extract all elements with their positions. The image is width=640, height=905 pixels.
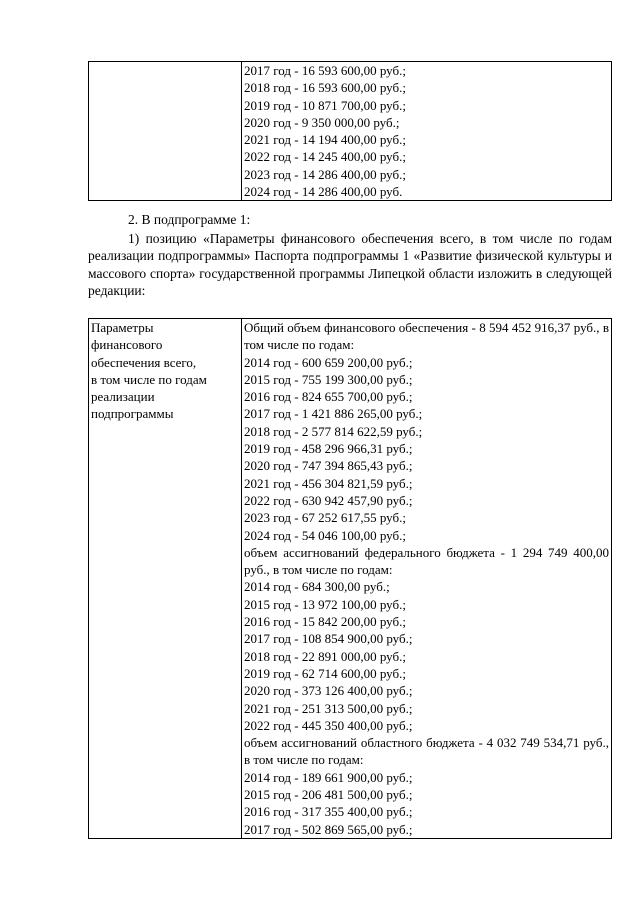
- year-line: 2017 год - 16 593 600,00 руб.;: [244, 63, 406, 78]
- year-line: 2022 год - 14 245 400,00 руб.;: [244, 149, 406, 165]
- label-line: в том числе по годам: [91, 371, 207, 387]
- year-line: 2014 год - 684 300,00 руб.;: [244, 579, 390, 595]
- year-line: 2019 год - 458 296 966,31 руб.;: [244, 441, 413, 457]
- year-line: 2015 год - 13 972 100,00 руб.;: [244, 596, 406, 612]
- year-line: 2022 год - 445 350 400,00 руб.;: [244, 717, 413, 733]
- year-line: 2024 год - 54 046 100,00 руб.;: [244, 527, 406, 543]
- label-cell-empty: [89, 62, 242, 201]
- table-row: [89, 62, 612, 201]
- section-heading: 2. В подпрограмме 1:: [128, 212, 251, 227]
- year-line: 2022 год - 630 942 457,90 руб.;: [244, 492, 413, 508]
- year-line: 2021 год - 14 194 400,00 руб.;: [244, 132, 406, 148]
- year-line: 2019 год - 62 714 600,00 руб.;: [244, 665, 406, 681]
- year-line: 2018 год - 2 577 814 622,59 руб.;: [244, 423, 423, 439]
- year-line: 2020 год - 9 350 000,00 руб.;: [244, 114, 400, 130]
- year-line: 2023 год - 14 286 400,00 руб.;: [244, 166, 406, 182]
- values-cell: [242, 62, 612, 201]
- year-line: 2023 год - 67 252 617,55 руб.;: [244, 510, 406, 526]
- year-line: 2021 год - 456 304 821,59 руб.;: [244, 475, 413, 491]
- label-line: Параметры: [91, 320, 154, 335]
- year-line: 2018 год - 22 891 000,00 руб.;: [244, 648, 406, 664]
- year-line: 2017 год - 502 869 565,00 руб.;: [244, 821, 413, 837]
- label-line: реализации: [91, 389, 155, 405]
- funding-table-continued: [88, 61, 612, 201]
- year-line: 2024 год - 14 286 400,00 руб.: [244, 184, 403, 200]
- year-line: 2014 год - 600 659 200,00 руб.;: [244, 354, 413, 370]
- parameter-values-cell: [242, 319, 612, 839]
- year-line: 2020 год - 373 126 400,00 руб.;: [244, 683, 413, 699]
- year-line: 2016 год - 15 842 200,00 руб.;: [244, 614, 406, 630]
- year-line: 2019 год - 10 871 700,00 руб.;: [244, 97, 406, 113]
- year-line: 2014 год - 189 661 900,00 руб.;: [244, 769, 413, 785]
- year-line: 2015 год - 206 481 500,00 руб.;: [244, 787, 413, 803]
- year-line: 2017 год - 1 421 886 265,00 руб.;: [244, 406, 423, 422]
- federal-budget-text: объем ассигнований федерального бюджета - 1 294 749 400,00 руб., в том числе по годам:: [244, 544, 609, 578]
- year-line: 2018 год - 16 593 600,00 руб.;: [244, 80, 406, 96]
- instruction-paragraph: 1) позицию «Параметры финансового обеспечения всего, в том числе по годам реализации подпрограммы» Паспорта подпрограммы 1 «Развитие физической культуры и массового спорта» государственной программы Липецкой области изложить в следующей редакции:: [88, 231, 612, 299]
- year-line: 2015 год - 755 199 300,00 руб.;: [244, 371, 413, 387]
- label-line: обеспечения всего,: [91, 354, 197, 370]
- total-funding-text: Общий объем финансового обеспечения - 8 594 452 916,37 руб., в том числе по годам:: [244, 320, 609, 353]
- regional-budget-text: объем ассигнований областного бюджета - 4 032 749 534,71 руб., в том числе по годам:: [244, 735, 609, 768]
- year-line: 2017 год - 108 854 900,00 руб.;: [244, 631, 413, 647]
- label-line: финансового: [91, 337, 163, 353]
- funding-parameters-table: [88, 318, 612, 839]
- year-line: 2016 год - 317 355 400,00 руб.;: [244, 804, 413, 820]
- year-line: 2016 год - 824 655 700,00 руб.;: [244, 389, 413, 405]
- year-line: 2021 год - 251 313 500,00 руб.;: [244, 700, 413, 716]
- label-line: подпрограммы: [91, 406, 174, 422]
- table-row: [89, 319, 612, 839]
- year-line: 2020 год - 747 394 865,43 руб.;: [244, 458, 413, 474]
- parameter-label-cell: [89, 319, 242, 839]
